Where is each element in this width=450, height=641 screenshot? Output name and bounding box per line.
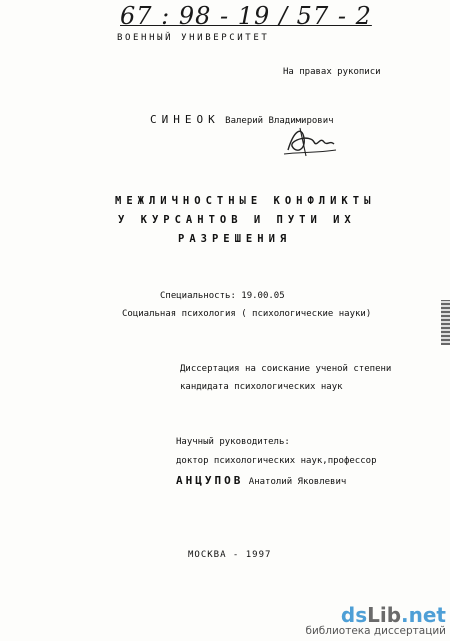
supervisor-given-name: Анатолий Яковлевич [248,477,347,487]
dissertation-degree-line-1: Диссертация на соискание ученой степени [180,364,392,374]
author-given-name: Валерий Владимирович [225,116,334,126]
supervisor-title: доктор психологических наук,профессор [176,456,377,466]
dslib-watermark [305,605,446,637]
supervisor-line [176,474,346,487]
scan-edge-marks [441,300,450,345]
supervisor-surname: АНЦУПОВ [176,474,244,487]
handwritten-signature [280,120,340,162]
dissertation-degree-line-2: кандидата психологических наук [180,382,343,392]
author-surname: СИНЕОК [150,113,220,126]
specialty-name: Социальная психология ( психологические науки) [122,309,372,319]
city-year: МОСКВА - 1997 [188,550,272,560]
dslib-subtitle: библиотека диссертаций [305,625,446,637]
handwritten-catalog-code: 67 : 98 - 19 / 57 - 2 [120,2,372,30]
university-name: ВОЕННЫЙ УНИВЕРСИТЕТ [117,33,270,43]
title-line-2: У КУРСАНТОВ И ПУТИ ИХ [118,214,356,226]
title-line-3: РАЗРЕШЕНИЯ [178,233,292,245]
specialty-code: Специальность: 19.00.05 [160,291,285,301]
dslib-logo: dsLib.net [340,603,446,627]
title-line-1: МЕЖЛИЧНОСТНЫЕ КОНФЛИКТЫ [115,195,376,207]
manuscript-rights-note: На правах рукописи [283,67,381,77]
supervisor-label: Научный руководитель: [176,437,290,447]
